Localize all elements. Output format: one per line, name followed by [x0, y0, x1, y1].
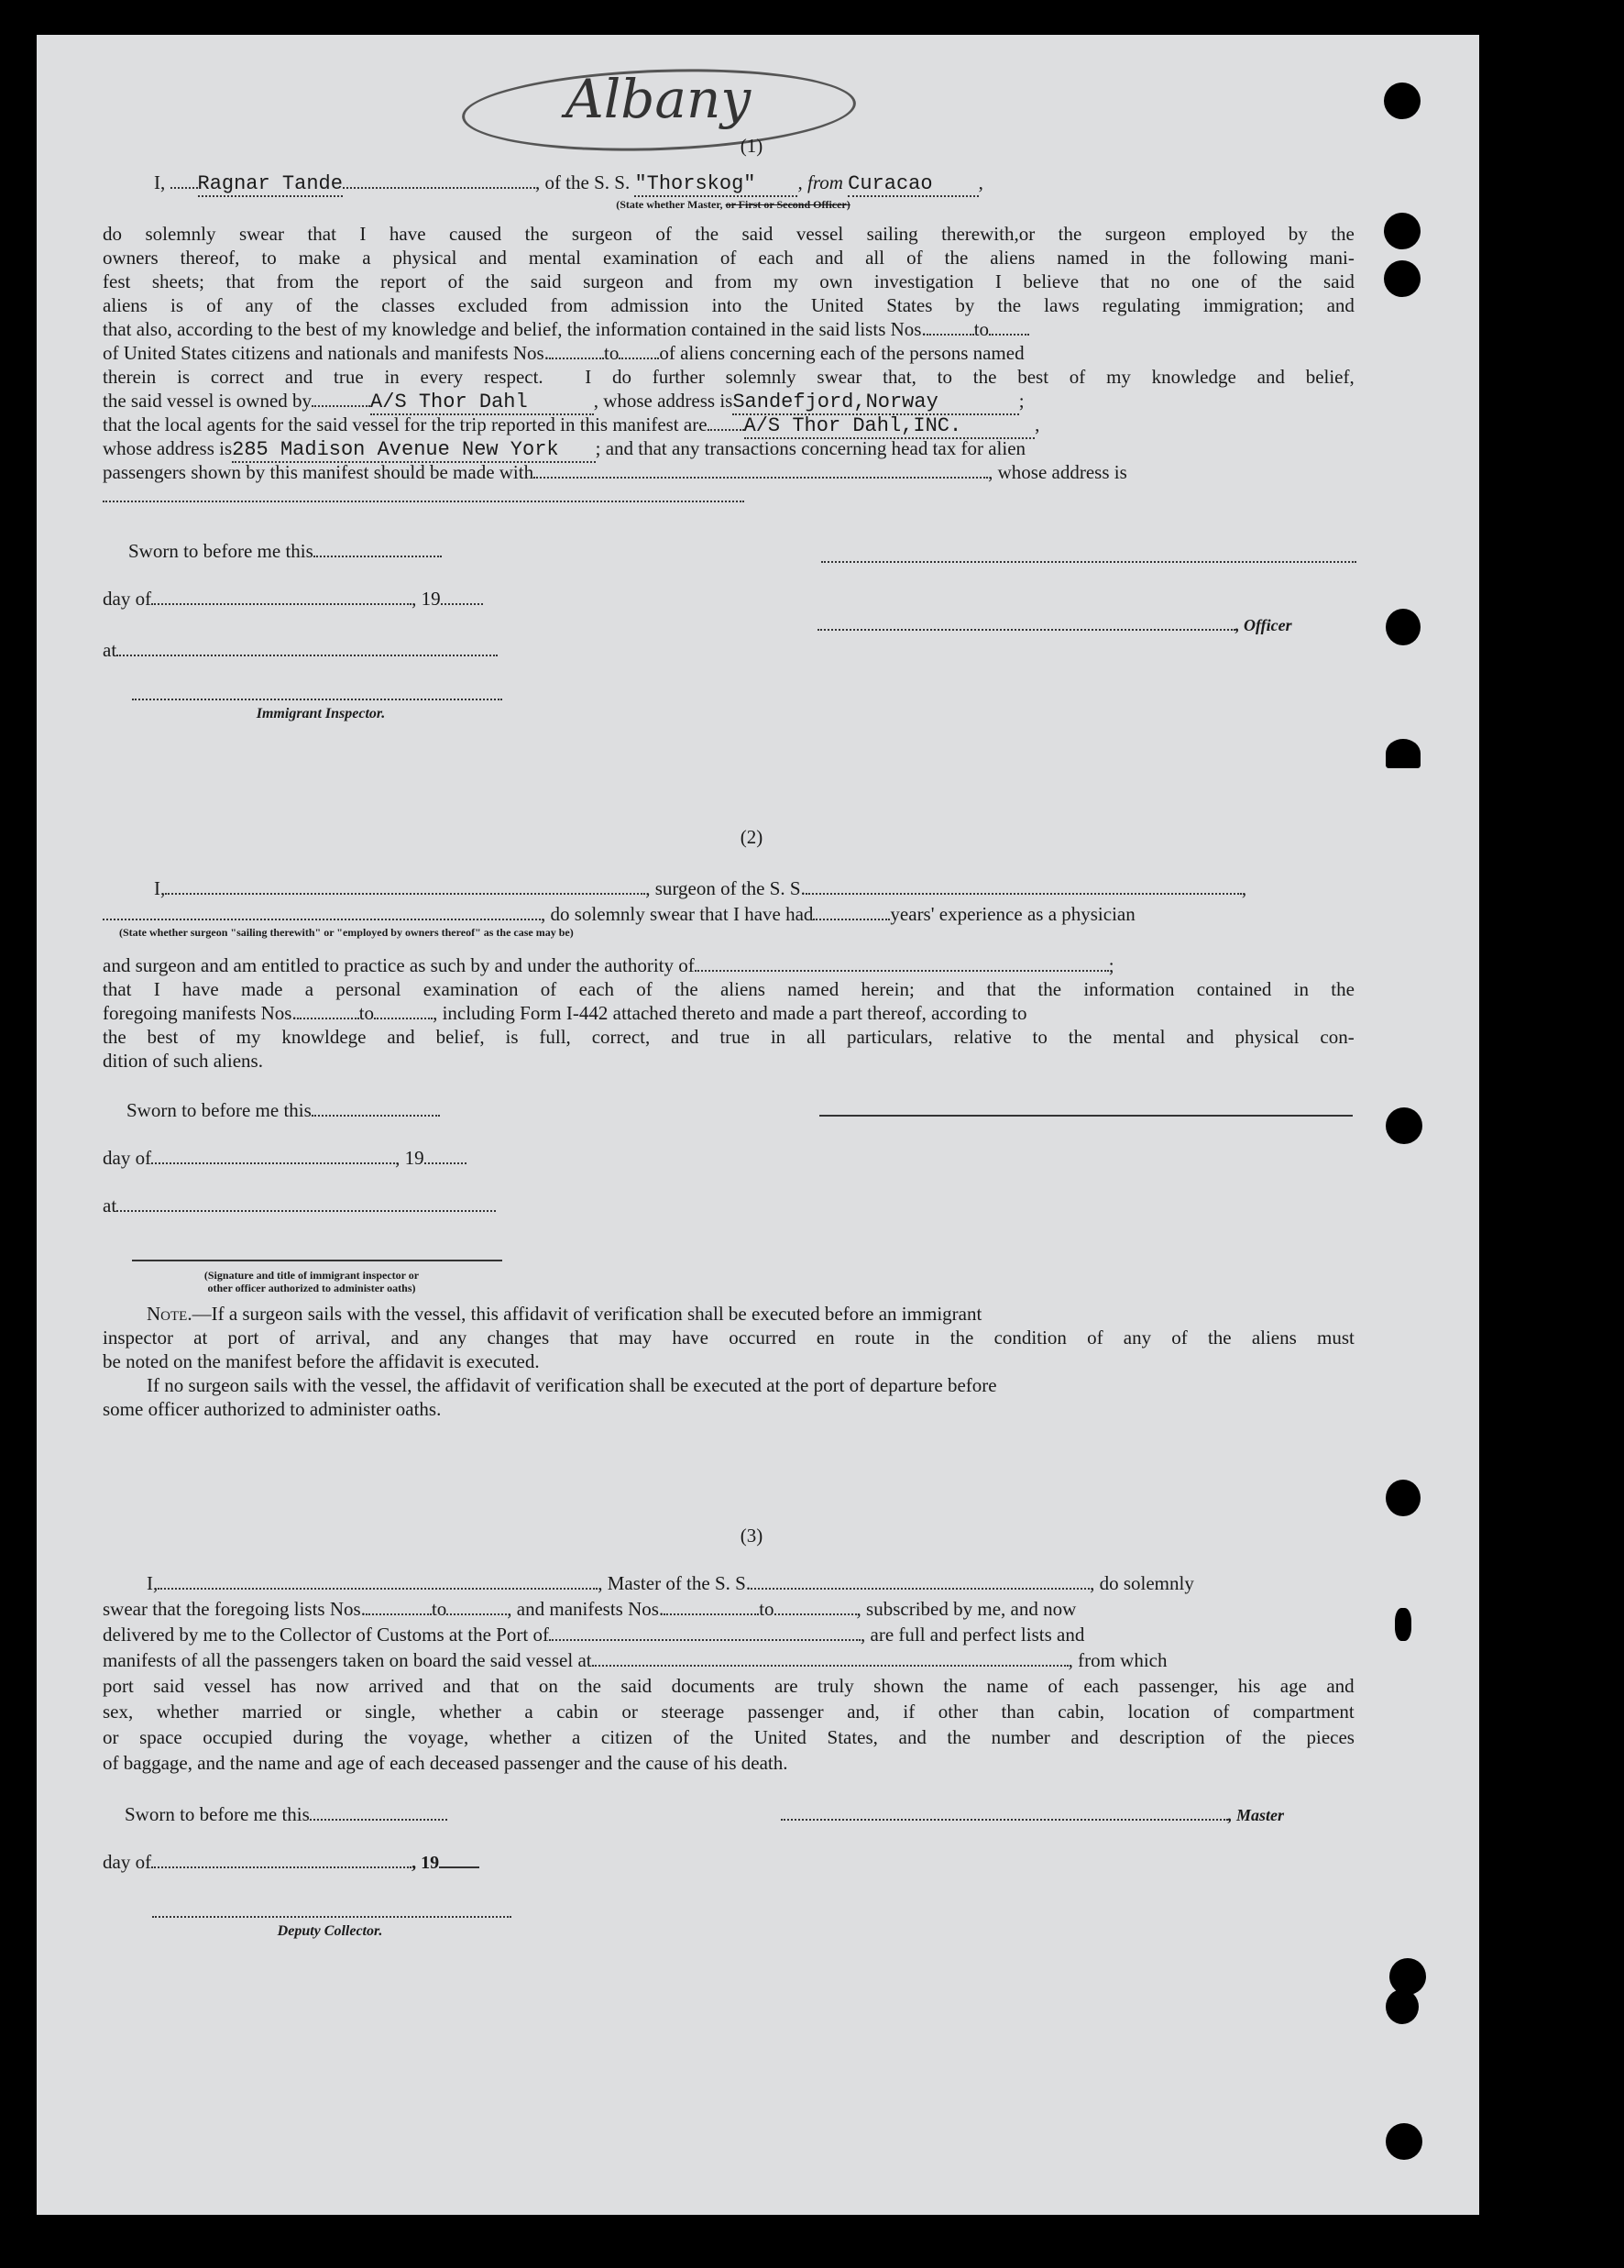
binder-hole — [1386, 1107, 1422, 1144]
binder-hole — [1384, 260, 1421, 297]
officer-rank-note: (State whether Master, or First or Second Officer) — [616, 198, 850, 211]
s2-authority-line: and surgeon and am entitled to practice as such by and under the authority of ; — [103, 954, 1114, 976]
s3-text-line: or space occupied during the voyage, whether a citizen of the United States, and the number and description of the pieces — [103, 1726, 1355, 1748]
s1-inspector-line[interactable] — [132, 699, 502, 700]
note-line: some officer authorized to administer oaths. — [103, 1398, 442, 1420]
binder-hole — [1386, 1989, 1419, 2024]
s3-port-line: delivered by me to the Collector of Customs at the Port of , are full and perfect lists and — [103, 1624, 1085, 1646]
note-line: If no surgeon sails with the vessel, the affidavit of verification shall be executed at the port of departure before — [147, 1374, 997, 1396]
s3-deputy-line[interactable] — [152, 1916, 511, 1918]
section-1-number: (1) — [740, 135, 763, 157]
s2-text-line: the best of my knowldege and belief, is full, correct, and true in all particulars, relative to the mental and physical con- — [103, 1026, 1355, 1048]
s3-text-line: of baggage, and the name and age of each deceased passenger and the cause of his death. — [103, 1752, 788, 1774]
s1-text-line: owners thereof, to make a physical and mental examination of each and all of the aliens named in the following mani- — [103, 247, 1355, 269]
note-line: be noted on the manifest before the affidavit is executed. — [103, 1350, 540, 1372]
binder-hole — [1395, 1608, 1411, 1641]
surgeon-type-note: (State whether surgeon "sailing therewith" or "employed by owners thereof" as the case may be) — [119, 926, 574, 939]
binder-hole — [1386, 1480, 1421, 1516]
binder-hole — [1386, 609, 1421, 645]
headtax-address-field[interactable] — [103, 484, 744, 502]
s1-officer-signature — [817, 612, 1292, 637]
s1-day-of: day of , 19 — [103, 587, 483, 611]
s2-manifests-line: foregoing manifests Nos. to , including Form I-442 attached thereto and made a part thereof, according to — [103, 1002, 1027, 1024]
s1-text-line: do solemnly swear that I have caused the surgeon of the said vessel sailing therewith,or the surgeon employed by the — [103, 223, 1355, 245]
s3-sworn: Sworn to before me this — [125, 1802, 447, 1826]
s1-headtax-line: passengers shown by this manifest should be made with , whose address is — [103, 461, 1127, 483]
s1-agent-address-line: whose address is285 Madison Avenue New York ; and that any transactions concerning head tax for alien — [103, 437, 1026, 461]
s2-line-swear: , do solemnly swear that I have had years' experience as a physician — [103, 902, 1136, 926]
deputy-collector-label: Deputy Collector. — [277, 1923, 383, 1939]
s2-line-surgeon: I, , surgeon of the S. S. , — [154, 877, 1247, 899]
binder-hole — [1384, 83, 1421, 119]
s1-officer-signature-top[interactable] — [821, 545, 1356, 563]
owner-address-value: Sandefjord,Norway — [732, 391, 1018, 415]
s3-line-master: I, , Master of the S. S. , do solemnly — [147, 1572, 1194, 1594]
form-page — [37, 35, 1479, 2215]
note-heading: Note. — [147, 1303, 192, 1325]
s1-lists-line: that also, according to the best of my knowledge and belief, the information contained in the said lists Nos. to — [103, 317, 1029, 341]
agent-address-value: 285 Madison Avenue New York — [232, 438, 595, 463]
s2-signature-note: (Signature and title of immigrant inspector or other officer authorized to administer oaths) — [203, 1269, 420, 1294]
s1-owner-line: the said vessel is owned by A/S Thor Dahl , whose address isSandefjord,Norway ; — [103, 390, 1025, 413]
agent-value: A/S Thor Dahl,INC. — [744, 414, 1036, 439]
s2-text-line: dition of such aliens. — [103, 1050, 263, 1072]
note-line: inspector at port of arrival, and any changes that may have occurred en route in the condition of any of the aliens must — [103, 1327, 1355, 1349]
s1-line-officer: I, Ragnar Tande , of the S. S. "Thorskog" , from Curacao , — [154, 171, 983, 195]
albany-handwriting: Albany — [565, 68, 752, 130]
binder-hole — [1386, 2123, 1422, 2160]
s1-manifests-line: of United States citizens and nationals and manifests Nos. to of aliens concerning each of the persons named — [103, 342, 1025, 364]
note-line: Note.—If a surgeon sails with the vessel, this affidavit of verification shall be executed before an immigrant — [147, 1303, 982, 1325]
s1-text-line: aliens is of any of the classes excluded from admission into the United States by the laws regulating immigration; and — [103, 294, 1355, 316]
s3-text-line: port said vessel has now arrived and that on the said documents are truly shown the name of each passenger, his age and — [103, 1675, 1355, 1697]
section-2-number: (2) — [740, 826, 763, 848]
ship-name-value: "Thorskog" — [634, 172, 797, 197]
s3-day-of: day of , 19 — [103, 1850, 479, 1875]
s1-text-line: therein is correct and true in every respect. I do further solemnly swear that, to the best of my knowledge and belief, — [103, 366, 1355, 388]
s2-sworn: Sworn to before me this — [126, 1098, 440, 1122]
s2-text-line: that I have made a personal examination of each of the aliens named herein; and that the information contained in the — [103, 978, 1355, 1000]
s2-inspector-line[interactable] — [132, 1260, 502, 1261]
binder-hole — [1386, 739, 1421, 768]
s1-agent-line: that the local agents for the said vessel for the trip reported in this manifest are A/S Thor Dahl,INC. , — [103, 413, 1040, 437]
owner-value: A/S Thor Dahl — [370, 391, 594, 415]
s3-text-line: sex, whether married or single, whether a cabin or steerage passenger and, if other than cabin, location of compartment — [103, 1701, 1355, 1723]
binder-hole — [1389, 1958, 1426, 1995]
s3-lists-line: swear that the foregoing lists Nos. to , and manifests Nos. to , subscribed by me, and now — [103, 1598, 1077, 1620]
binder-hole — [1384, 213, 1421, 249]
immigrant-inspector-label: Immigrant Inspector. — [256, 706, 386, 721]
s2-at: at — [103, 1194, 496, 1217]
master-label: , Master — [1228, 1806, 1285, 1824]
officer-label: , Officer — [1235, 616, 1292, 634]
s1-sworn: Sworn to before me this — [128, 539, 442, 563]
s3-master-signature — [781, 1802, 1284, 1827]
s1-text-line: fest sheets; that from the report of the said surgeon and from my own investigation I believe that no one of the said — [103, 270, 1355, 292]
s3-boarded-line: manifests of all the passengers taken on board the said vessel at , from which — [103, 1649, 1168, 1671]
section-3-number: (3) — [740, 1525, 763, 1547]
s2-day-of: day of , 19 — [103, 1146, 466, 1170]
from-port-value: Curacao — [848, 172, 978, 197]
s1-at: at — [103, 638, 498, 662]
s2-surgeon-signature[interactable] — [819, 1115, 1353, 1117]
officer-name-value: Ragnar Tande — [197, 172, 343, 195]
